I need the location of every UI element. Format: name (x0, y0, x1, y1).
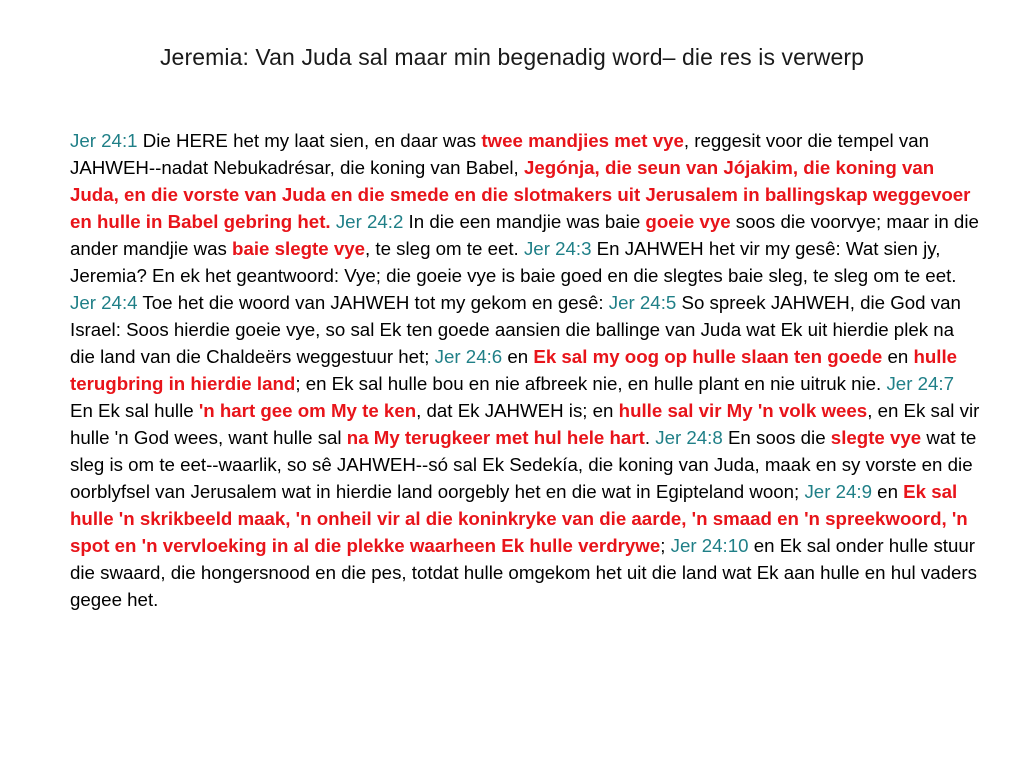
passage-text: , dat Ek JAHWEH is; en (416, 400, 619, 421)
passage-text: , en Ek sal vir hulle 'n God wees, want hulle sal (70, 400, 980, 448)
highlighted-text: hulle terugbring in hierdie land (70, 346, 958, 394)
passage-text: en (502, 346, 534, 367)
passage-text: So spreek JAHWEH, die God van Israel: Soos hierdie goeie vye, so sal Ek ten goede aansien die ballinge van Juda wat Ek uit hierdie plek na die land van die Chaldeërs weggestuur het; (70, 292, 961, 367)
passage-text: en (871, 481, 904, 502)
highlighted-text: twee mandjies met vye (481, 130, 684, 151)
passage-text: Toe het die woord van JAHWEH tot my gekom en gesê: (137, 292, 609, 313)
verse-reference: Jer 24:7 (886, 373, 954, 394)
passage-text: en Ek sal onder hulle stuur die swaard, die hongersnood en die pes, totdat hulle omgekom het uit die land wat Ek aan hulle en hul vaders gegee het. (70, 535, 977, 610)
passage-text: En Ek sal hulle (70, 400, 199, 421)
verse-reference: Jer 24:4 (70, 292, 138, 313)
highlighted-text: Ek sal hulle 'n skrikbeeld maak, 'n onheil vir al die koninkryke van die aarde, 'n smaad en 'n spreekwoord, 'n spot en 'n vervloeking in al die plekke waarheen Ek hulle verdrywe (70, 481, 968, 556)
passage-text: soos die voorvye; maar in die ander mandjie was (70, 211, 979, 259)
scripture-passage (70, 127, 980, 613)
verse-reference: Jer 24:2 (335, 211, 404, 232)
highlighted-text: hulle sal vir My 'n volk wees (618, 400, 868, 421)
passage-text: En JAHWEH het vir my gesê: Wat sien jy, Jeremia? En ek het geantwoord: Vye; die goeie vye is baie goed en die slegtes baie sleg, te sleg om te eet. (70, 238, 957, 286)
passage-text: . (644, 427, 656, 448)
verse-reference: Jer 24:3 (523, 238, 592, 259)
verse-reference: Jer 24:1 (70, 130, 138, 151)
passage-text: , te sleg om te eet. (365, 238, 524, 259)
passage-text: En soos die (722, 427, 831, 448)
highlighted-text: na My terugkeer met hul hele hart (346, 427, 645, 448)
passage-text: en (882, 346, 914, 367)
verse-reference: Jer 24:6 (434, 346, 503, 367)
highlighted-text: Ek sal my oog op hulle slaan ten goede (533, 346, 883, 367)
verse-reference: Jer 24:9 (804, 481, 872, 502)
passage-text: ; (660, 535, 671, 556)
highlighted-text: Jegónja, die seun van Jójakim, die koning van Juda, en die vorste van Juda en die smede en die slotmakers uit Jerusalem in ballingskap weggevoer en hulle in Babel gebring het. (70, 157, 971, 232)
verse-reference: Jer 24:10 (670, 535, 749, 556)
verse-reference: Jer 24:5 (608, 292, 677, 313)
passage-text: ; en Ek sal hulle bou en nie afbreek nie, en hulle plant en nie uitruk nie. (295, 373, 887, 394)
slide-title: Jeremia: Van Juda sal maar min begenadig word– die res is verwerp (159, 44, 865, 70)
highlighted-text: baie slegte vye (232, 238, 366, 259)
highlighted-text: slegte vye (830, 427, 922, 448)
highlighted-text: 'n hart gee om My te ken (198, 400, 417, 421)
passage-text: wat te sleg is om te eet--waarlik, so sê JAHWEH--só sal Ek Sedekía, die koning van Juda, maak en sy vorste en die oorblyfsel van Jerusalem wat in hierdie land oorgebly het en die wat in Egipteland woon; (70, 427, 977, 502)
passage-text: Die HERE het my laat sien, en daar was (137, 130, 482, 151)
verse-reference: Jer 24:8 (655, 427, 723, 448)
passage-text: , reggesit voor die tempel van JAHWEH--nadat Nebukadrésar, die koning van Babel, (70, 130, 930, 178)
highlighted-text: goeie vye (645, 211, 731, 232)
passage-text: In die een mandjie was baie (403, 211, 646, 232)
